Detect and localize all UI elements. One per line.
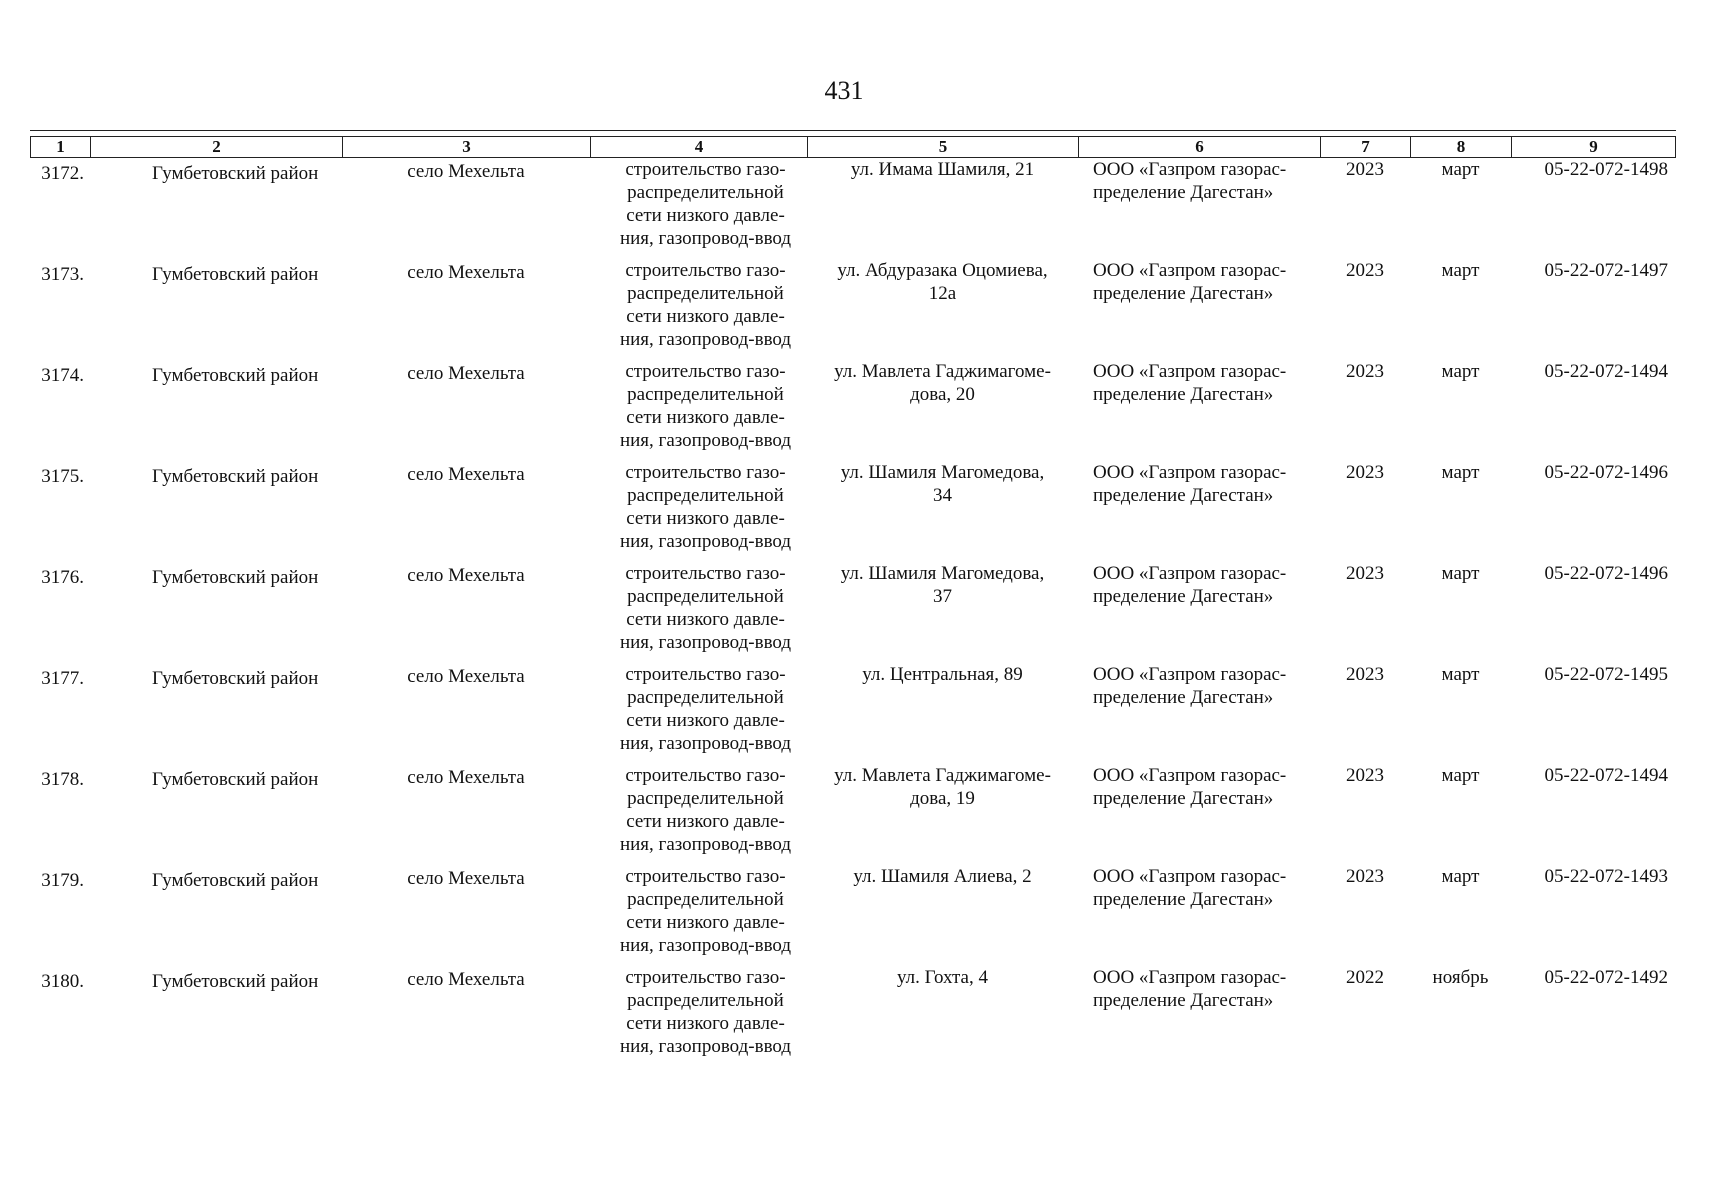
organization-line: пределение Дагестан» bbox=[1093, 889, 1274, 910]
address-cell bbox=[807, 562, 1078, 663]
work-cell bbox=[590, 259, 807, 360]
year-cell: 2023 bbox=[1346, 361, 1384, 382]
organization-cell bbox=[1078, 865, 1320, 966]
row-number: 3176. bbox=[41, 567, 84, 588]
work-line: ния, газопровод-ввод bbox=[619, 1036, 792, 1057]
month-cell: март bbox=[1441, 765, 1480, 786]
work-cell bbox=[590, 663, 807, 764]
work-line: сети низкого давле- bbox=[626, 306, 785, 327]
row-number: 3173. bbox=[41, 264, 84, 285]
address-line: 12а bbox=[928, 283, 957, 304]
table-row bbox=[30, 865, 1676, 966]
column-header-8: 8 bbox=[1410, 137, 1511, 157]
row-number: 3179. bbox=[41, 870, 84, 891]
code-cell: 05-22-072-1494 bbox=[1544, 765, 1668, 786]
table-row bbox=[30, 461, 1676, 562]
work-line: распределительной bbox=[627, 990, 784, 1011]
work-line: сети низкого давле- bbox=[626, 811, 785, 832]
organization-line: ООО «Газпром газорас- bbox=[1093, 664, 1287, 685]
organization-cell bbox=[1078, 158, 1320, 259]
address-line: ул. Шамиля Магомедова, bbox=[840, 563, 1045, 584]
organization-line: пределение Дагестан» bbox=[1093, 990, 1274, 1011]
code-cell: 05-22-072-1496 bbox=[1544, 563, 1668, 584]
organization-line: ООО «Газпром газорас- bbox=[1093, 967, 1287, 988]
organization-line: ООО «Газпром газорас- bbox=[1093, 866, 1287, 887]
organization-line: ООО «Газпром газорас- bbox=[1093, 765, 1287, 786]
column-header-9: 9 bbox=[1511, 137, 1676, 157]
month-cell: март bbox=[1441, 159, 1480, 180]
district-cell: Гумбетовский район bbox=[152, 567, 319, 588]
work-line: ния, газопровод-ввод bbox=[619, 228, 792, 249]
year-cell: 2023 bbox=[1346, 563, 1384, 584]
month-cell: март bbox=[1441, 462, 1480, 483]
top-rule bbox=[30, 130, 1676, 131]
table-body bbox=[30, 158, 1676, 1067]
code-cell: 05-22-072-1498 bbox=[1544, 159, 1668, 180]
work-cell bbox=[590, 562, 807, 663]
organization-cell bbox=[1078, 259, 1320, 360]
organization-cell bbox=[1078, 966, 1320, 1067]
year-cell: 2022 bbox=[1346, 967, 1384, 988]
year-cell: 2023 bbox=[1346, 866, 1384, 887]
organization-line: пределение Дагестан» bbox=[1093, 485, 1274, 506]
code-cell: 05-22-072-1495 bbox=[1544, 664, 1668, 685]
address-line: ул. Мавлета Гаджимагоме- bbox=[834, 361, 1051, 382]
organization-line: ООО «Газпром газорас- bbox=[1093, 260, 1287, 281]
work-line: распределительной bbox=[627, 586, 784, 607]
work-line: ния, газопровод-ввод bbox=[619, 329, 792, 350]
work-line: распределительной bbox=[627, 687, 784, 708]
address-cell bbox=[807, 865, 1078, 966]
code-cell: 05-22-072-1496 bbox=[1544, 462, 1668, 483]
work-line: сети низкого давле- bbox=[626, 508, 785, 529]
district-cell: Гумбетовский район bbox=[152, 971, 319, 992]
year-cell: 2023 bbox=[1346, 765, 1384, 786]
address-cell bbox=[807, 663, 1078, 764]
organization-line: ООО «Газпром газорас- bbox=[1093, 361, 1287, 382]
organization-line: пределение Дагестан» bbox=[1093, 283, 1274, 304]
row-number: 3180. bbox=[41, 971, 84, 992]
village-cell: село Мехельта bbox=[407, 868, 525, 889]
code-cell: 05-22-072-1497 bbox=[1544, 260, 1668, 281]
village-cell: село Мехельта bbox=[407, 363, 525, 384]
table-row bbox=[30, 360, 1676, 461]
work-line: ния, газопровод-ввод bbox=[619, 935, 792, 956]
column-header-1: 1 bbox=[30, 137, 90, 157]
work-line: ния, газопровод-ввод bbox=[619, 632, 792, 653]
month-cell: март bbox=[1441, 563, 1480, 584]
work-line: строительство газо- bbox=[625, 563, 786, 584]
organization-line: пределение Дагестан» bbox=[1093, 182, 1274, 203]
address-line: дова, 19 bbox=[910, 788, 975, 809]
work-line: распределительной bbox=[627, 384, 784, 405]
address-cell bbox=[807, 158, 1078, 259]
work-line: сети низкого давле- bbox=[626, 205, 785, 226]
address-line: ул. Гохта, 4 bbox=[897, 967, 988, 988]
table-row bbox=[30, 259, 1676, 360]
month-cell: март bbox=[1441, 361, 1480, 382]
work-line: строительство газо- bbox=[625, 664, 786, 685]
work-line: распределительной bbox=[627, 788, 784, 809]
village-cell: село Мехельта bbox=[407, 262, 525, 283]
address-line: ул. Мавлета Гаджимагоме- bbox=[834, 765, 1051, 786]
year-cell: 2023 bbox=[1346, 664, 1384, 685]
work-cell bbox=[590, 158, 807, 259]
work-line: сети низкого давле- bbox=[626, 912, 785, 933]
village-cell: село Мехельта bbox=[407, 161, 525, 182]
page-number: 431 bbox=[824, 76, 864, 105]
work-line: ния, газопровод-ввод bbox=[619, 733, 792, 754]
village-cell: село Мехельта bbox=[407, 666, 525, 687]
work-line: распределительной bbox=[627, 182, 784, 203]
organization-cell bbox=[1078, 764, 1320, 865]
month-cell: март bbox=[1441, 866, 1480, 887]
district-cell: Гумбетовский район bbox=[152, 264, 319, 285]
district-cell: Гумбетовский район bbox=[152, 870, 319, 891]
column-header-7: 7 bbox=[1320, 137, 1410, 157]
work-cell bbox=[590, 764, 807, 865]
district-cell: Гумбетовский район bbox=[152, 466, 319, 487]
work-line: строительство газо- bbox=[625, 159, 786, 180]
table-row bbox=[30, 764, 1676, 865]
organization-cell bbox=[1078, 360, 1320, 461]
address-cell bbox=[807, 360, 1078, 461]
organization-line: пределение Дагестан» bbox=[1093, 586, 1274, 607]
work-line: строительство газо- bbox=[625, 260, 786, 281]
organization-line: ООО «Газпром газорас- bbox=[1093, 462, 1287, 483]
work-line: строительство газо- bbox=[625, 967, 786, 988]
work-line: сети низкого давле- bbox=[626, 1013, 785, 1034]
organization-line: пределение Дагестан» bbox=[1093, 384, 1274, 405]
table-row bbox=[30, 966, 1676, 1067]
organization-line: ООО «Газпром газорас- bbox=[1093, 159, 1287, 180]
address-cell bbox=[807, 764, 1078, 865]
work-line: сети низкого давле- bbox=[626, 609, 785, 630]
year-cell: 2023 bbox=[1346, 462, 1384, 483]
village-cell: село Мехельта bbox=[407, 767, 525, 788]
month-cell: март bbox=[1441, 260, 1480, 281]
work-cell bbox=[590, 461, 807, 562]
work-cell bbox=[590, 865, 807, 966]
code-cell: 05-22-072-1492 bbox=[1544, 967, 1668, 988]
month-cell: март bbox=[1441, 664, 1480, 685]
work-line: сети низкого давле- bbox=[626, 710, 785, 731]
organization-cell bbox=[1078, 461, 1320, 562]
address-line: ул. Шамиля Магомедова, bbox=[840, 462, 1045, 483]
village-cell: село Мехельта bbox=[407, 464, 525, 485]
organization-line: пределение Дагестан» bbox=[1093, 687, 1274, 708]
work-line: строительство газо- bbox=[625, 765, 786, 786]
work-cell bbox=[590, 360, 807, 461]
work-line: сети низкого давле- bbox=[626, 407, 785, 428]
table-row bbox=[30, 663, 1676, 764]
work-line: ния, газопровод-ввод bbox=[619, 430, 792, 451]
column-header-2: 2 bbox=[90, 137, 342, 157]
village-cell: село Мехельта bbox=[407, 969, 525, 990]
district-cell: Гумбетовский район bbox=[152, 163, 319, 184]
address-cell bbox=[807, 259, 1078, 360]
address-line: 34 bbox=[933, 485, 952, 506]
address-line: ул. Имама Шамиля, 21 bbox=[850, 159, 1035, 180]
code-cell: 05-22-072-1493 bbox=[1544, 866, 1668, 887]
work-line: строительство газо- bbox=[625, 462, 786, 483]
column-header-3: 3 bbox=[342, 137, 590, 157]
year-cell: 2023 bbox=[1346, 159, 1384, 180]
organization-cell bbox=[1078, 663, 1320, 764]
district-cell: Гумбетовский район bbox=[152, 668, 319, 689]
row-number: 3177. bbox=[41, 668, 84, 689]
work-line: распределительной bbox=[627, 283, 784, 304]
work-line: строительство газо- bbox=[625, 361, 786, 382]
work-line: распределительной bbox=[627, 889, 784, 910]
code-cell: 05-22-072-1494 bbox=[1544, 361, 1668, 382]
column-header-6: 6 bbox=[1078, 137, 1320, 157]
year-cell: 2023 bbox=[1346, 260, 1384, 281]
address-cell bbox=[807, 461, 1078, 562]
work-line: строительство газо- bbox=[625, 866, 786, 887]
address-line: дова, 20 bbox=[910, 384, 975, 405]
work-cell bbox=[590, 966, 807, 1067]
organization-line: пределение Дагестан» bbox=[1093, 788, 1274, 809]
work-line: распределительной bbox=[627, 485, 784, 506]
work-line: ния, газопровод-ввод bbox=[619, 531, 792, 552]
work-line: ния, газопровод-ввод bbox=[619, 834, 792, 855]
column-header-5: 5 bbox=[807, 137, 1078, 157]
address-line: ул. Шамиля Алиева, 2 bbox=[853, 866, 1032, 887]
table-row bbox=[30, 562, 1676, 663]
address-line: 37 bbox=[933, 586, 952, 607]
row-number: 3172. bbox=[41, 163, 84, 184]
address-line: ул. Абдуразака Оцомиева, bbox=[837, 260, 1048, 281]
row-number: 3174. bbox=[41, 365, 84, 386]
month-cell: ноябрь bbox=[1432, 967, 1489, 988]
organization-cell bbox=[1078, 562, 1320, 663]
district-cell: Гумбетовский район bbox=[152, 365, 319, 386]
address-cell bbox=[807, 966, 1078, 1067]
organization-line: ООО «Газпром газорас- bbox=[1093, 563, 1287, 584]
table-row bbox=[30, 158, 1676, 259]
table-header bbox=[30, 136, 1676, 158]
address-line: ул. Центральная, 89 bbox=[862, 664, 1023, 685]
row-number: 3175. bbox=[41, 466, 84, 487]
district-cell: Гумбетовский район bbox=[152, 769, 319, 790]
row-number: 3178. bbox=[41, 769, 84, 790]
village-cell: село Мехельта bbox=[407, 565, 525, 586]
column-header-4: 4 bbox=[590, 137, 807, 157]
